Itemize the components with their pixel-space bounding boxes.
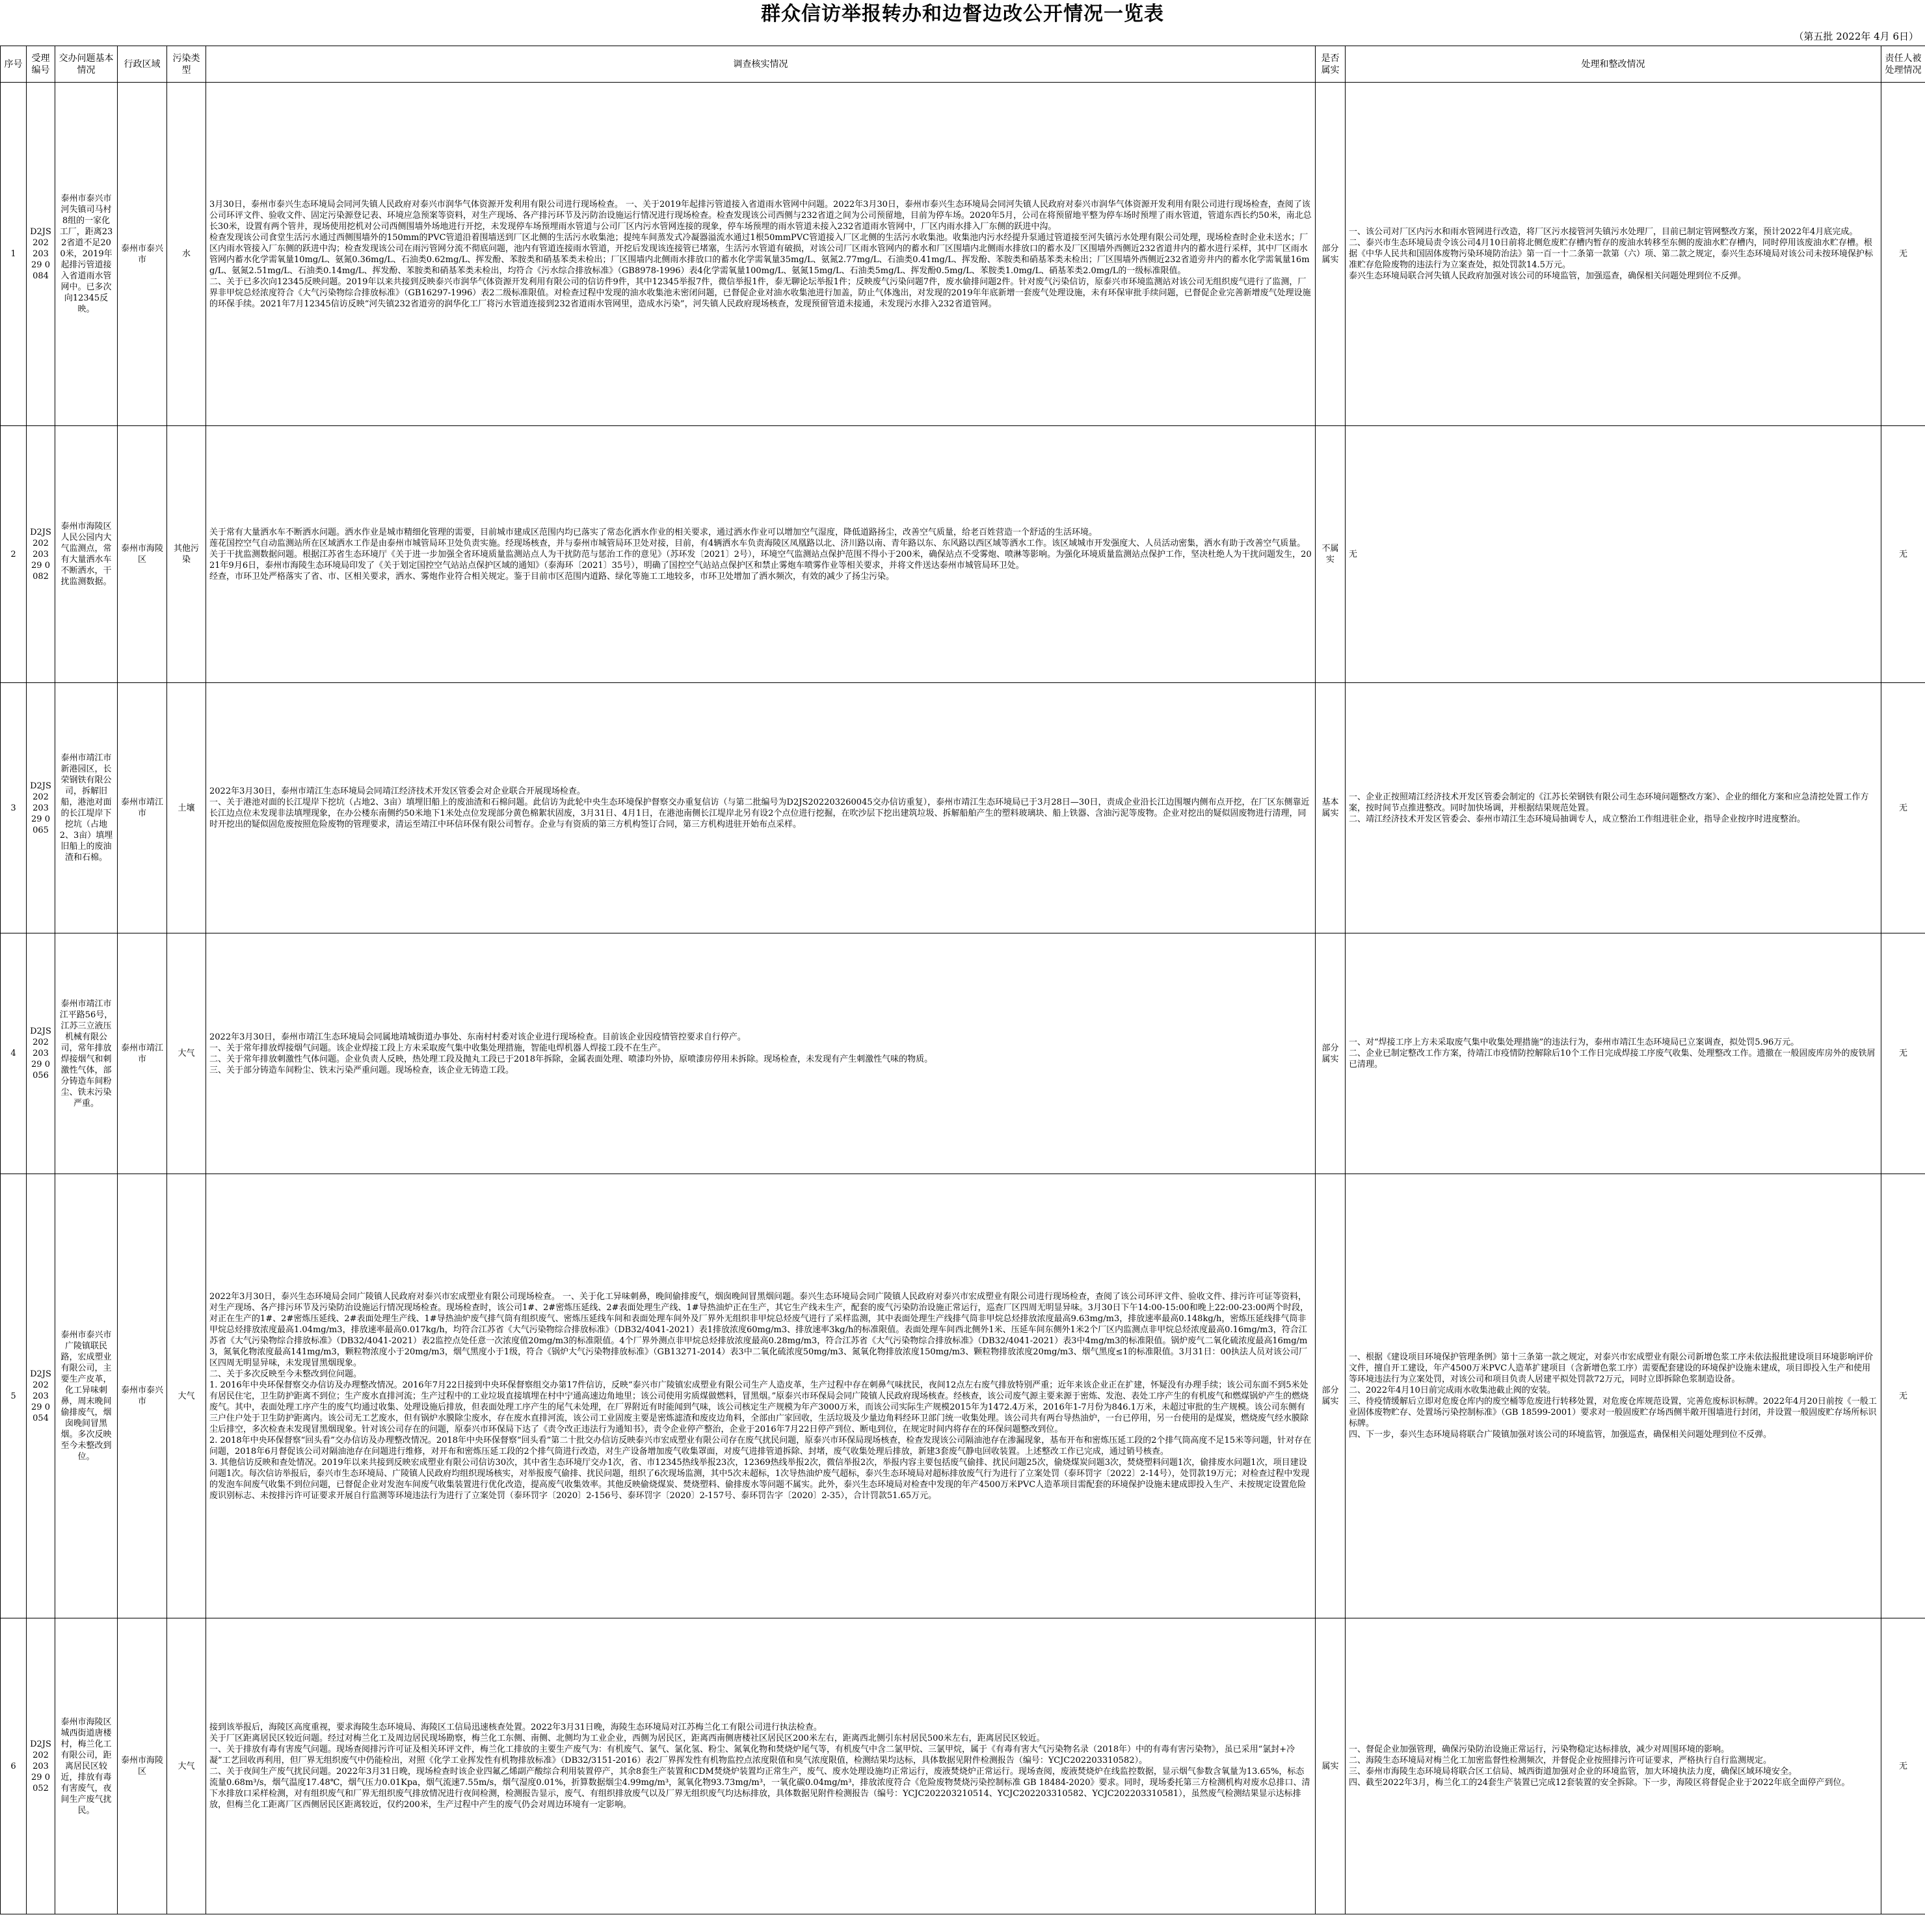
- cell-investigation: [206, 933, 1316, 1174]
- cell-seq: 4: [1, 933, 27, 1174]
- cell-is-true: 不属实: [1316, 426, 1346, 683]
- cell-responsible: 无: [1881, 426, 1925, 683]
- table-row: [1, 426, 1925, 683]
- cell-receipt-no: D2JS20220329 0065: [27, 683, 55, 933]
- cell-receipt-no: D2JS20220329 0084: [27, 83, 55, 426]
- cell-handling-paragraph: 一、督促企业加强管理，确保污染防治设施正常运行，污染物稳定达标排放，减少对周围环境的影响。: [1349, 1745, 1730, 1754]
- cell-district: 泰州市泰兴市: [118, 1174, 167, 1618]
- table-row: [1, 683, 1925, 933]
- cell-district: 泰州市海陵区: [118, 426, 167, 683]
- cell-pollution-type: 土壤: [167, 683, 206, 933]
- cell-problem: 泰州市海陵区城西街道唐楼村，梅兰化工有限公司，距离居民区较近，排放有毒有害废气，夜间生产废气扰民。: [55, 1618, 118, 1914]
- cell-investigation-paragraph: 2022年3月30日，泰州市靖江生态环境局会同靖江经济技术开发区管委会对企业联合开展现场检查。: [209, 786, 585, 796]
- cell-seq: 5: [1, 1174, 27, 1618]
- cell-investigation-paragraph: 检查发现该公司食堂生活污水通过西侧围墙外的150mm的PVC管道沿着围墙送到厂区北侧的生活污水收集池；提纯车间蒸发式冷凝器溢流水通过1根50mmPVC管道接入厂区北侧的生活污水收集池。收集池内污水经提升泵通过管道接至河失镇污水处理有限公司处理，现场检查时企业未送水；厂区内雨水管接入厂东侧的跃进中沟；检查发现该公司在雨污管网分流不彻底问题，池内有管道连接雨水管道，开挖后发现该连接管已堵塞，生活污水管道有破损，对该公司厂区雨水管网内的蓄水和厂区围墙内北侧雨水排放口的蓄水及厂区围墙外西侧近232省道井内的蓄水进行采样，其中厂区雨水管网内蓄水化学需氧量10mg/L、氨氮0.36mg/L、石油类0.62mg/L、挥发酚、苯胺类和硝基苯类未检出；厂区围墙内北侧雨水排放口的蓄水化学需氧量35mg/L、氨氮2.77mg/L、石油类0.41mg/L、挥发酚、苯胺类和硝基苯类未检出；厂区围墙外西侧近232省道旁井内的蓄水化学需氧量16mg/L、氨氮2.51mg/L、石油类0.14mg/L、挥发酚、苯胺类和硝基苯类未检出，均符合《污水综合排放标准》（GB8978-1996）表4化学需氧量100mg/L、氨氮15mg/L、石油类5mg/L、挥发酚0.5mg/L、苯胺类1.0mg/L、硝基苯类2.0mg/L的一级标准限值。: [209, 232, 1310, 276]
- cell-is-true: 部分属实: [1316, 933, 1346, 1174]
- cell-receipt-no: D2JS20220329 0056: [27, 933, 55, 1174]
- cell-handling-paragraph: 二、2022年4月10日前完成雨水收集池截止阀的安装。: [1349, 1386, 1556, 1395]
- cell-investigation-paragraph: 二、关于常年排放刺激性气体问题。企业负责人反映，热处理工段及抛丸工段已于2018年拆除，金属表面处理、喷漆均外协，原喷漆房停用未拆除。现场检查，未发现有产生刺激性气味的物质。: [209, 1054, 933, 1064]
- cell-investigation-paragraph: 2022年3月30日，泰州市靖江生态环境局会同属地靖城街道办事处、东南村村委对该企业进行现场检查。目前该企业因疫情管控要求自行停产。: [209, 1032, 746, 1042]
- cell-is-true: 基本属实: [1316, 683, 1346, 933]
- cell-pollution-type: 大气: [167, 1618, 206, 1914]
- table-row: [1, 1174, 1925, 1618]
- cell-seq: 1: [1, 83, 27, 426]
- disclosure-table: [0, 46, 1925, 1914]
- cell-handling-paragraph: 泰兴生态环境局联合河失镇人民政府加强对该公司的环境监管，加强巡查，确保相关问题处理到位不反弹。: [1349, 271, 1747, 281]
- cell-responsible: 无: [1881, 1174, 1925, 1618]
- table-body: [1, 83, 1925, 1914]
- col-header-receipt-no: 受理编号: [27, 46, 55, 83]
- cell-is-true: 部分属实: [1316, 83, 1346, 426]
- cell-investigation-paragraph: 三、关于部分铸造车间粉尘、铁末污染严重问题。现场检查，该企业无铸造工段。: [209, 1065, 514, 1075]
- cell-handling: [1346, 426, 1881, 683]
- cell-problem: 泰州市泰兴市广陵镇联民路，宏成塑业有限公司，主要生产皮革，化工异味刺鼻，周末晚间偷排废气，烟囱晚间冒黑烟。多次反映至今未整改到位。: [55, 1174, 118, 1618]
- table-header-row: [1, 46, 1925, 83]
- cell-investigation-paragraph: 经查，市环卫处严格落实了省、市、区相关要求，洒水、雾炮作业符合相关规定。鉴于目前市区范围内道路、绿化等施工工地较多，市环卫处增加了洒水频次，有效的减少了扬尘污染。: [209, 571, 895, 582]
- cell-investigation-paragraph: 2. 2018年中央环保督察“回头看”交办信访及办理整改情况。2018年中央环保督察“回头看”第二十批交办信访反映泰兴市宏成塑业有限公司存在废气扰民问题，原泰兴市环保局现场核查，检查发现该公司隔油池存在渗漏现象，基布开布和密炼压延工段的2个排气筒高度不足15米等问题，针对存在问题，2018年6月督促该公司对隔油池存在问题进行维修，对开布和密炼压延工段的2个排气筒进行改造，对生产设备增加废气收集罩面，对废气进排管道拆除、封堵，废气收集处理后排放，新建3套废气静电回收装置。上述整改工作已完成，通过销号核查。: [209, 1435, 1312, 1456]
- cell-handling-paragraph: 二、海陵生态环境局对梅兰化工加密监督性检测频次，并督促企业按照排污许可证要求，严格执行自行监测规定。: [1349, 1756, 1772, 1765]
- col-header-district: 行政区域: [118, 46, 167, 83]
- cell-responsible: 无: [1881, 1618, 1925, 1914]
- cell-handling-paragraph: 四、截至2022年3月，梅兰化工的24套生产装置已完成12套装置的安全拆除。下一步，海陵区将督促企业于2022年底全面停产到位。: [1349, 1778, 1850, 1788]
- cell-is-true: 部分属实: [1316, 1174, 1346, 1618]
- col-header-pollution-type: 污染类型: [167, 46, 206, 83]
- cell-investigation-paragraph: 3. 其他信访反映和查处情况。2019年以来共接到反映宏成塑业有限公司信访30次，其中省生态环境厅交办1次，省、市12345热线举报23次，12369热线举报2次，微信举报2次，举报内容主要包括废气偷排、扰民问题25次，偷烧煤炭问题3次，焚烧塑料问题1次，偷排废水问题1次，项目建设问题1次。每次信访举报后，泰兴市生态环境局、广陵镇人民政府均组织现场核实，对举报废气偷排、扰民问题，组织了6次现场监测，其中5次未超标，1次导热油炉废气超标，泰兴生态环境局对超标排放废气行为进行了立案处罚（泰环罚字〔2022〕2-14号），处罚款19万元；对检查过程中发现的发泡车间废气收集不到位问题，已督促企业对发泡车间废气收集装置进行优化改造，提高废气收集效率。其他反映偷烧煤炭、焚烧塑料、偷排废水等问题不属实。此外，泰兴生态环境局对检查中发现的年产4500万米PVC人造革项目需配套的环境保护设施未建成即投入生产、未按规定设置危险废识别标志、未按排污许可证要求开展自行监测等环境违法行为进行了立案处罚（泰环罚字〔2020〕2-156号、泰环罚字〔2020〕2-157号、泰环罚告字〔2020〕2-35），合计罚款51.65万元。: [209, 1457, 1310, 1501]
- cell-handling-paragraph: 三、泰州市海陵生态环境局将联合区工信局、城西街道加强对企业的环境监管，加大环境执法力度，确保区域环境安全。: [1349, 1767, 1798, 1777]
- cell-receipt-no: D2JS20220329 0082: [27, 426, 55, 683]
- table-row: [1, 83, 1925, 426]
- cell-seq: 3: [1, 683, 27, 933]
- cell-seq: 2: [1, 426, 27, 683]
- cell-handling-paragraph: 二、企业已制定整改工作方案，待靖江市疫情防控解除后10个工作日完成焊接工序废气收集、处理整改工作。遗撤在一般固废库房外的废铁屑已清理。: [1349, 1049, 1876, 1069]
- col-header-investigation: 调查核实情况: [206, 46, 1316, 83]
- document-title: 群众信访举报转办和边督边改公开情况一览表: [761, 3, 1164, 25]
- cell-district: 泰州市泰兴市: [118, 83, 167, 426]
- cell-investigation-paragraph: 二、关于已多次向12345反映问题。2019年以来共接到反映泰兴市润华气体资源开发利用有限公司的信访件9件，其中12345举报7件，微信举报1件，泰无聊论坛举报1件；反映废气污染问题7件，废水偷排问题2件。针对废气污染信访，原泰兴市环境监测站对该公司无组织废气进行了监测，厂界非甲烷总烃浓度符合《大气污染物综合排放标准》（GB16297-1996）表2二级标准限值。对检查过程中发现的油水收集池未密闭问题，已督促企业对油水收集池进行加盖，防止气体逸出，对发现的2019年年底新增一套废气处理设施，未有环保审批手续问题，已督促企业完善新增废气处理设施的环保手续。2021年7月12345信访反映“河失镇232省道旁的润华化工厂将污水管道连接到232省道雨水管网里，造成水污染”，河失镇人民政府现场核查，发现预留管道未接通，未发现污水排入232省道管网。: [209, 276, 1311, 309]
- cell-is-true: 属实: [1316, 1618, 1346, 1914]
- col-header-handling: 处理和整改情况: [1346, 46, 1881, 83]
- cell-investigation-paragraph: 二、关于多次反映至今未整改到位问题。: [209, 1369, 362, 1379]
- cell-problem: 泰州市靖江市江平路56号，江苏三立液压机械有限公司，常年排放焊接烟气和刺激性气体，部分铸造车间粉尘、铁末污染严重。: [55, 933, 118, 1174]
- cell-handling: [1346, 83, 1881, 426]
- cell-responsible: 无: [1881, 933, 1925, 1174]
- cell-problem: 泰州市泰兴市河失镇司马村8组的一家化工厂，距离232省道不足200米，2019年起排污管道接入省道雨水管网中。已多次向12345反映。: [55, 83, 118, 426]
- cell-investigation-paragraph: 关于厂区距离居民区较近问题。经过对梅兰化工及周边居民现场勘察，梅兰化工东侧、南侧、北侧均为工业企业，西侧为居民区，距离西南侧唐楼社区居民区200米左右，距离西北侧引东村居民500米左右，距离居民区较近。: [209, 1734, 1045, 1743]
- cell-investigation-paragraph: 二、关于夜间生产废气扰民问题。2022年3月31日晚，现场检查时该企业四氟乙烯副产酸综合利用装置停产，其余8套生产装置和CDM焚烧炉装置均正常生产，废气、废水处理设施均正常运行，废液焚烧炉正常运行。现场查阅，废液焚烧炉在线监控数据，显示烟气参数含氧量为13.65%，标态流量0.68m³/s，烟气温度17.48℃，烟气压力0.01Kpa，烟气流速7.55m/s，烟气湿度0.01%，折算数据烟尘4.99mg/m³，氮氧化物93.73mg/m³，一氧化碳0.04mg/m³，排放浓度符合《危险废物焚烧污染控制标准 GB 18484-2020》要求。同时，现场委托第三方检测机构对废水总排口、清下水排放口采样检测，对有组织废气和厂界无组织废气排放情况进行夜间检测，检测报告显示，废气、有组织排放废气以及厂界无组织废气均达标排放，具体数据见附件检测报告（编号：YCJC202203210514、YCJC202203310582、YCJC202203310581），虽然废气检测结果显示达标排放，但梅兰化工距离厂区西侧居民区距离较近，仅约200米，生产过程中产生的废气仍会对周边环境有一定影响。: [209, 1767, 1310, 1810]
- cell-investigation-paragraph: 接到该举报后，海陵区高度重视，要求海陵生态环境局、海陵区工信局迅速核查处置。2022年3月31日晚，海陵生态环境局对江苏梅兰化工有限公司进行执法检查。: [209, 1723, 822, 1732]
- cell-pollution-type: 水: [167, 83, 206, 426]
- cell-handling-paragraph: 二、泰兴市生态环境局责令该公司4月10日前将北侧危废贮存槽内暂存的废油水转移至东侧的废油水贮存槽内，同时停用该废油水贮存槽。根据《中华人民共和国固体废物污染环境防治法》第一百一十二条第一款第（六）项、第二款之规定，泰兴生态环境局对该公司未按环境保护标准贮存危险废物的违法行为立案查处，拟处罚款14.5万元。: [1349, 238, 1874, 270]
- cell-pollution-type: 大气: [167, 933, 206, 1174]
- cell-handling-paragraph: 一、企业正按照靖江经济技术开发区管委会制定的《江苏长荣钢铁有限公司生态环境问题整改方案》、企业的细化方案和应急清挖处置工作方案，按时间节点推进整改。同时加快场调，并根据结果规范处置。: [1349, 792, 1869, 813]
- cell-handling-paragraph: 无: [1349, 549, 1358, 559]
- cell-handling: [1346, 683, 1881, 933]
- cell-receipt-no: D2JS20220329 0054: [27, 1174, 55, 1618]
- cell-pollution-type: 大气: [167, 1174, 206, 1618]
- cell-handling-paragraph: 一、对“焊接工序上方未采取废气集中收集处理措施”的违法行为，泰州市靖江生态环境局已立案调查，拟处罚5.96万元。: [1349, 1038, 1799, 1047]
- cell-investigation-paragraph: 莲花国控空气自动监测站所在区域洒水工作是由泰州市城管局环卫处负责实施。经现场核查，并与泰州市城管局环卫处对接，目前，有4辆洒水车负责海陵区凤凰路以北、济川路以南、青年路以东、东风路以西区域等洒水工作。该区域城市开发强度大、人员活动密集，洒水有助于改善空气质量。: [209, 538, 1306, 548]
- cell-handling-paragraph: 一、该公司对厂区内污水和雨水管网进行改造，将厂区污水接管河失镇污水处理厂，目前已制定管网整改方案，预计2022年4月底完成。: [1349, 227, 1858, 237]
- cell-receipt-no: D2JS20220329 0052: [27, 1618, 55, 1914]
- cell-district: 泰州市靖江市: [118, 933, 167, 1174]
- cell-handling-paragraph: 一、根据《建设项目环境保护管理条例》第十三条第一款之规定，对泰兴市宏成塑业有限公司新增色浆工序未依法报批建设项目环境影响评价文件，擅自开工建设，年产4500万米PVC人造革扩建项目（含新增色浆工序）需要配套建设的环境保护设施未建成，项目即投入生产和使用等环境违法行为立案处罚，对该公司和项目负责人居建平拟处罚款72万元，同时立即拆除色浆制造设备。: [1349, 1352, 1874, 1384]
- table-row: [1, 1618, 1925, 1914]
- cell-investigation-paragraph: 关于常有大量洒水车不断洒水问题。洒水作业是城市精细化管理的需要，目前城市建成区范围内均已落实了常态化洒水作业的相关要求，通过洒水作业可以增加空气湿度，降低道路扬尘，改善空气质量，给老百姓营造一个舒适的生活环境。: [209, 527, 1098, 537]
- cell-district: 泰州市靖江市: [118, 683, 167, 933]
- cell-district: 泰州市海陵区: [118, 1618, 167, 1914]
- col-header-problem: 交办问题基本情况: [55, 46, 118, 83]
- cell-investigation-paragraph: 2022年3月30日，泰兴生态环境局会同广陵镇人民政府对泰兴市宏成塑业有限公司现场检查。 一、关于化工异味刺鼻，晚间偷排废气，烟囱晚间冒黑烟问题。泰兴生态环境局会同广陵镇人民政府对泰兴市宏成塑业有限公司进行现场检查，查阅了该公司环评文件、验收文件、排污许可证等资料，对生产现场、各产排污环节及污染防治设施运行情况现场检查。现场检查时，该公司1#、2#密炼压延线、2#表面处理生产线、1#导热油炉正在生产，其它生产线未生产，配套的废气污染防治设施正常运行，巡查厂区四周无明显异味。3月30日下午14:00-15:00和晚上22:00-23:00两个时段，对正在生产的1#、2#密炼压延线、2#表面处理生产线、1#导热油炉废气排气筒有组织废气、密炼压延线车间和表面处理车间外及厂界外无组织非甲烷总烃废气进行了采样监测，其中表面处理生产线排气筒非甲烷总烃排放浓度最高9.63mg/m3，排放速率最高0.148kg/h，密炼压延线排气筒非甲烷总烃排放浓度最高1.04mg/m3，排放速率最高0.017kg/h，均符合江苏省《大气污染物综合排放标准》（DB32/4041-2021）表1排放浓度60mg/m3、排放速率3kg/h的标准限值。表面处理车间西北侧外1米、压延车间东侧外1米2个厂区内监测点非甲烷总烃浓度最高0.16mg/m3，符合江苏省《大气污染物综合排放标准》（DB32/4041-2021）表2监控点处任意一次浓度值20mg/m3的标准限值。4个厂界外测点非甲烷总烃排放浓度最高0.28mg/m3，符合江苏省《大气污染物综合排放标准》（DB32/4041-2021）表3中4mg/m3的标准限值。锅炉废气二氧化硫浓度最高16mg/m3，氮氧化物浓度最高141mg/m3，颗粒物浓度小于20mg/m3，烟气黑度小于1级，符合《锅炉大气污染物排放标准》（GB13271-2014）表3中二氧化硫浓度50mg/m3、氮氧化物排放浓度150mg/m3、颗粒物排放浓度20mg/m3、烟气黑度≤1的标准限值。3月31日：00执法人员对该公司厂区四周无明显异味，未发现冒黑烟现象。: [209, 1291, 1309, 1368]
- cell-investigation: [206, 683, 1316, 933]
- cell-responsible: 无: [1881, 83, 1925, 426]
- cell-investigation-paragraph: 一、关于港池对面的长江堤岸下挖坑（占地2、3亩）填埋旧船上的废油渣和石棉问题。此信访为此轮中央生态环境保护督察交办重复信访（与第二批编号为D2JS202203260045交办信访重复），泰州市靖江生态环境局已于3月28日—30日，责成企业沿长江边围堰内侧布点开挖，在厂区东侧靠近长江边点位未发现非法填埋现象，在办公楼东南侧约50米地下1米处点位发现部分黄色棉絮状固废，3月31日、4月1日，在港池南侧长江堤岸北另有设2个点位进行挖掘，在吹沙层下挖出建筑垃圾、拆解船舶产生的塑料玻璃块、船上铁器、含油污泥等废物。企业对挖出的疑似固废物进行清理，同时开挖出的疑似固危废按照危险废物的管理要求，清运至靖江中环信环保有限公司暂存。企业与有资质的第三方机构签订合同，第三方机构进驻开始布点采样。: [209, 798, 1310, 829]
- cell-pollution-type: 其他污染: [167, 426, 206, 683]
- cell-handling: [1346, 1174, 1881, 1618]
- batch-date-info: （第五批 2022年 4月 6日）: [1794, 31, 1918, 42]
- cell-investigation: [206, 1618, 1316, 1914]
- cell-investigation: [206, 426, 1316, 683]
- cell-seq: 6: [1, 1618, 27, 1914]
- col-header-responsible: 责任人被处理情况: [1881, 46, 1925, 83]
- cell-handling-paragraph: 三、待疫情缓解后立即对危废仓库内的废空桶等危废进行转移处置，对危废仓库规范设置，完善危废标识标牌。2022年4月20日前按《一般工业固体废物贮存、处置场污染控制标准》（GB 18599-2001）要求对一般固废贮存场西侧半敞开围墙进行封闭，并设置一般固废贮存场所标识标牌。: [1349, 1397, 1877, 1429]
- cell-handling: [1346, 933, 1881, 1174]
- cell-investigation-paragraph: 1. 2016年中央环保督察交办信访及办理整改情况。2016年7月22日接到中央环保督察组交办第17件信访，反映“泰兴市广陵镇宏成塑业有限公司生产人造皮革，生产过程中存在刺鼻气味扰民，夜间12点左右废气排放特别严重；近年来该企业正在扩建，怀疑没有办理手续；该公司东面不到5米处有居民住宅，卫生防护距离不到位；生产废水直排河流；生产过程中的工业垃圾直接填埋在村中宁通高速边角地里；该公司使用劣质煤做燃料，冒黑烟。”原泰兴市环保局会同广陵镇人民政府现场核查。经核查，该公司废气源主要来源于密炼、发泡、表处工序产生的有机废气和燃煤锅炉产生的燃烧废气。其中，表面处理工序产生的废气均通过收集、处理设施后排放，但表面处理工序产生的尾气未处理，在厂界附近有时能闻到气味，该公司核定生产规模为年产3000万米，而该公司实际生产规模2015年为1472.4万米，2016年1-7月份为846.1万米，未超过审批的生产规模。该公司东侧有三户住户处于卫生防护距离内。该公司无工艺废水，但有锅炉水膜除尘废水，存在废水直排河流，该公司工业固废主要是密炼滤渣和废皮边角料，全部由广家回收，生活垃圾及少量边角料经环卫部门统一收集处理。该公司共有两台导热油炉，一台已停用，另一台使用的是煤炭，燃烧废气经水膜除尘后排空，多次检查未发现冒黑烟现象。针对该公司存在的问题，原泰兴市环保局下达了《责令改正违法行为通知书》，责令企业停产整治，企业于2016年7月22日停产到位、断电到位，在规定时间内将存在的环保问题整改到位。: [209, 1380, 1309, 1434]
- col-header-seq: 序号: [1, 46, 27, 83]
- cell-investigation: [206, 1174, 1316, 1618]
- cell-investigation: [206, 83, 1316, 426]
- table-row: [1, 933, 1925, 1174]
- col-header-is-true: 是否属实: [1316, 46, 1346, 83]
- cell-responsible: 无: [1881, 683, 1925, 933]
- cell-handling-paragraph: 二、靖江经济技术开发区管委会、泰州市靖江生态环境局抽调专人，成立整治工作组进驻企业，指导企业按序时进度整治。: [1349, 814, 1806, 824]
- cell-investigation-paragraph: 一、关于排放有毒有害废气问题。现场查阅排污许可证及相关环评文件，梅兰化工排放的主要生产废气为：有机废气、氯气、氯化氢、粉尘、氮氧化物和焚烧炉尾气等，有机废气中含二氯甲烷、三氯甲烷，属于《有毒有害大气污染物名录（2018年）中的有毒有害污染物》，虽已采用“氯封+冷凝”工艺回收再利用，但厂界无组织废气中仍能检出，对照《化学工业挥发性有机物排放标准》（DB32/3151-2016）表2厂界挥发性有机物监控点浓度限值和臭气浓度限值，检测结果均达标，具体数据见附件检测报告（编号：YCJC202203310582）。: [209, 1745, 1295, 1765]
- cell-investigation-paragraph: 3月30日，泰州市泰兴生态环境局会同河失镇人民政府对泰兴市润华气体资源开发利用有限公司进行现场检查。 一、关于2019年起排污管道接入省道雨水管网中问题。2022年3月30日，泰州市泰兴生态环境局会同河失镇人民政府对泰兴市润华气体资源开发利用有限公司进行现场检查，查阅了该公司环评文件、验收文件、固定污染源登记表、环境应急预案等资料，对生产现场、各产排污环节及污防治设施运行情况进行现场检查。检查发现该公司西侧与232省道之间为公司预留地，目前为停车场。2020年5月，公司在将预留地平整为停车场时预埋了雨水管道，管道东西长约50米，南北总长30米，设置有两个管井，现场使用挖机对公司西侧围墙外场地进行开挖，未发现停车场预埋雨水管道与公司厂区内污水管网连接的现象，停车场预埋的雨水管道未接入232省道雨水管网中，厂区内雨水排入厂东侧的跃进中沟。: [209, 199, 1312, 232]
- cell-handling-paragraph: 四、下一步，泰兴生态环境局将联合广陵镇加强对该公司的环境监管，加强巡查，确保相关问题处理到位不反弹。: [1349, 1430, 1772, 1440]
- cell-problem: 泰州市靖江市新港园区，长荣钢铁有限公司，拆解旧船，港池对面的长江堤岸下挖坑（占地2、3亩）填埋旧船上的废油渣和石棉。: [55, 683, 118, 933]
- cell-handling: [1346, 1618, 1881, 1914]
- cell-problem: 泰州市海陵区人民公园内大气监测点，常有大量洒水车不断洒水，干扰监测数据。: [55, 426, 118, 683]
- cell-investigation-paragraph: 关于干扰监测数据问题。根据江苏省生态环境厅《关于进一步加强全省环境质量监测站点人为干扰防范与惩治工作的意见》（苏环发〔2021〕2号），环境空气监测站点保护范围不得小于200米，确保站点不受雾炮、喷淋等影响。为强化环境质量监测站点保护工作，坚决杜绝人为干扰问题发生，2021年9月6日，泰州市海陵生态环境局印发了《关于划定国控空气站站点保护区域的通知》（泰海环〔2021〕35号），明确了国控空气站站点保护区和禁止雾炮车喷雾作业等相关要求，并将文件送达泰州市城管局环卫处。: [209, 549, 1312, 570]
- cell-investigation-paragraph: 一、关于常年排放焊接烟气问题。该企业焊接工段上方未采取废气集中收集处理措施，智能电焊机器人焊接工段不在生产。: [209, 1043, 667, 1053]
